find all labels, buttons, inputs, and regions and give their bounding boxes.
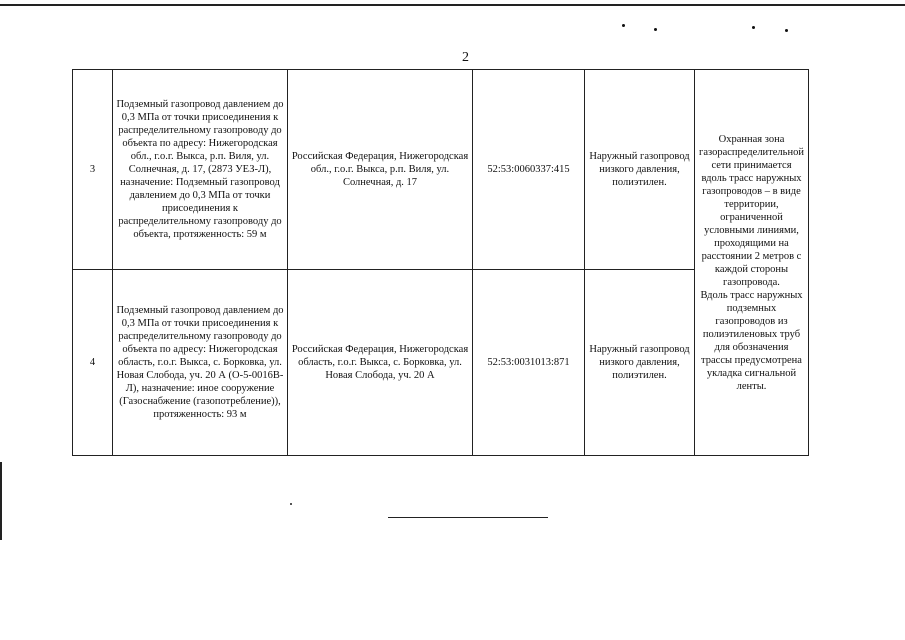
pipeline-type: Наружный газопровод низкого давления, полиэтилен. [585,70,695,270]
object-description: Подземный газопровод давлением до 0,3 МПа от точки присоединения к распределительному газопроводу до объекта по адресу: Нижегородская область, г.о.г. Выкса, с. Борковка, ул. Новая Слобода, уч. 20 А (О-5-0016В-Л), назначение: иное сооружение (Газоснабжение (газопотребление)), протяженность: 93 м [113,270,288,456]
scan-speck [290,503,292,505]
page-number: 2 [462,50,469,65]
row-number: 4 [73,270,113,456]
cadastral-number: 52:53:0031013:871 [473,270,585,456]
row-number: 3 [73,70,113,270]
closing-line [388,517,548,518]
cadastral-number: 52:53:0060337:415 [473,70,585,270]
scan-top-border [0,4,905,6]
object-address: Российская Федерация, Нижегородская область, г.о.г. Выкса, с. Борковка, ул. Новая Слобода, уч. 20 А [288,270,473,456]
scan-left-border [0,462,2,540]
pipeline-type: Наружный газопровод низкого давления, полиэтилен. [585,270,695,456]
scan-speck [752,26,755,29]
scan-speck [622,24,625,27]
table-row [73,70,809,270]
object-address: Российская Федерация, Нижегородская обл., г.о.г. Выкса, р.п. Виля, ул. Солнечная, д. 17 [288,70,473,270]
object-description: Подземный газопровод давлением до 0,3 МПа от точки присоединения к распределительному газопроводу до объекта по адресу: Нижегородская обл., г.о.г. Выкса, р.п. Виля, ул. Солнечная, д. 17, (2873 УЕЗ-Л), назначение: Подземный газопровод давлением до 0,3 МПа от точки присоединения к распределительному газопроводу до объекта, протяженность: 59 м [113,70,288,270]
pipeline-table [72,69,809,456]
protection-zone: Охранная зона газораспределительной сети принимается вдоль трасс наружных газопроводов – в виде территории, ограниченной условными линиями, проходящими на расстоянии 2 метров с каждой стороны газопровода. Вдоль трасс наружных подземных газопроводов из полиэтиленовых труб для обозначения трассы предусмотрена укладка сигнальной ленты. [695,70,809,456]
scan-speck [654,28,657,31]
scan-speck [785,29,788,32]
